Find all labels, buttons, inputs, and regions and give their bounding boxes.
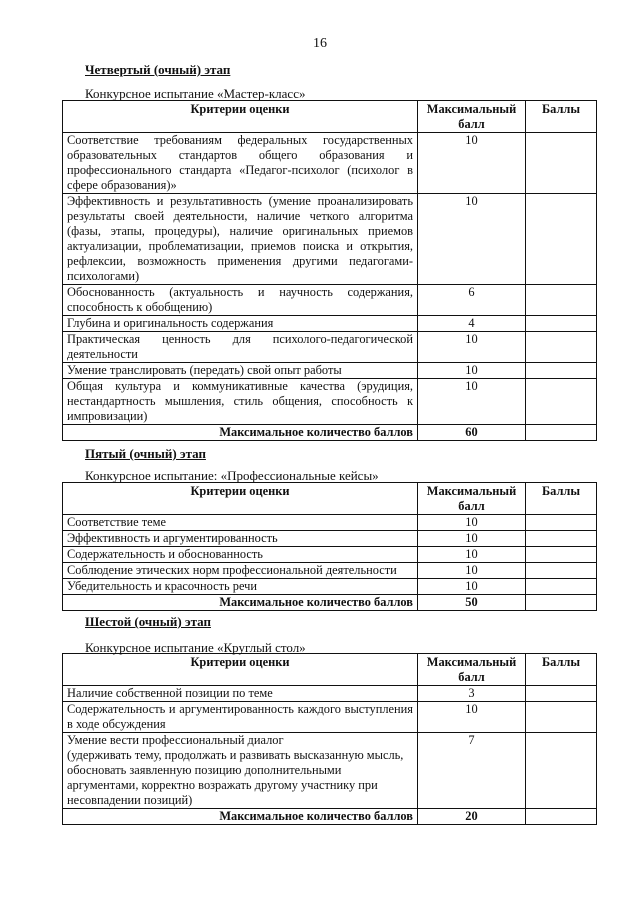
criterion-cell: Соответствие требованиям федеральных государственных образовательных стандартов общего образования и профессионального стандарта «Педагог-психолог (психолог в сфере образования)» (63, 133, 418, 194)
criterion-cell: Глубина и оригинальность содержания (63, 316, 418, 332)
total-value: 50 (418, 595, 526, 611)
criterion-cell: Эффективность и аргументированность (63, 531, 418, 547)
table-row (63, 133, 597, 194)
table-row (63, 363, 597, 379)
max-score-cell: 10 (418, 531, 526, 547)
score-cell (526, 579, 597, 595)
score-cell (526, 563, 597, 579)
header-score: Баллы (526, 483, 597, 515)
table-row (63, 547, 597, 563)
max-score-cell: 10 (418, 547, 526, 563)
total-row (63, 809, 597, 825)
criterion-cell: Практическая ценность для психолого-педагогической деятельности (63, 332, 418, 363)
criterion-cell: Соответствие теме (63, 515, 418, 531)
criterion-cell: Эффективность и результативность (умение проанализировать результаты своей деятельности, наличие четкого алгоритма (фазы, этапы, процедуры), наличие оригинальных приемов актуализации, проблематизации, приемов поиска и открытия, рефлексии, возможность применения другими педагогами-психологами) (63, 194, 418, 285)
score-cell (526, 686, 597, 702)
score-cell (526, 379, 597, 425)
criterion-cell: Умение транслировать (передать) свой опыт работы (63, 363, 418, 379)
score-cell (526, 515, 597, 531)
contest-title: Конкурсное испытание «Мастер-класс» (85, 86, 306, 101)
total-row (63, 595, 597, 611)
max-score-cell: 10 (418, 363, 526, 379)
table-row (63, 702, 597, 733)
table-row (63, 733, 597, 809)
header-max-score: Максимальный балл (418, 101, 526, 133)
header-score: Баллы (526, 101, 597, 133)
table-row (63, 531, 597, 547)
stage-heading: Шестой (очный) этап (85, 614, 211, 629)
table-header-row (63, 483, 597, 515)
criterion-main: Умение вести профессиональный диалог (67, 733, 284, 747)
table-row (63, 515, 597, 531)
score-cell (526, 285, 597, 316)
score-cell (526, 547, 597, 563)
header-criteria: Критерии оценки (63, 101, 418, 133)
table-header-row (63, 101, 597, 133)
total-score-cell (526, 809, 597, 825)
max-score-cell: 4 (418, 316, 526, 332)
total-value: 60 (418, 425, 526, 441)
contest-title: Конкурсное испытание «Круглый стол» (85, 640, 306, 655)
total-label: Максимальное количество баллов (63, 595, 418, 611)
page-number: 16 (313, 36, 327, 51)
score-cell (526, 733, 597, 809)
criteria-table (62, 100, 597, 441)
criterion-cell: Соблюдение этических норм профессиональной деятельности (63, 563, 418, 579)
table-row (63, 285, 597, 316)
criterion-cell: Убедительность и красочность речи (63, 579, 418, 595)
criterion-cell (63, 733, 418, 809)
criterion-cell: Содержательность и обоснованность (63, 547, 418, 563)
total-label: Максимальное количество баллов (63, 425, 418, 441)
header-criteria: Критерии оценки (63, 654, 418, 686)
criterion-cell: Общая культура и коммуникативные качества (эрудиция, нестандартность мышления, стиль общения, способность к импровизации) (63, 379, 418, 425)
stage-heading: Четвертый (очный) этап (85, 62, 231, 77)
total-score-cell (526, 425, 597, 441)
table-row (63, 563, 597, 579)
total-value: 20 (418, 809, 526, 825)
contest-title: Конкурсное испытание: «Профессиональные кейсы» (85, 468, 379, 483)
max-score-cell: 6 (418, 285, 526, 316)
total-row (63, 425, 597, 441)
score-cell (526, 316, 597, 332)
score-cell (526, 332, 597, 363)
criterion-cell: Содержательность и аргументированность каждого выступления в ходе обсуждения (63, 702, 418, 733)
max-score-cell: 10 (418, 563, 526, 579)
stage-heading: Пятый (очный) этап (85, 446, 206, 461)
table-row (63, 316, 597, 332)
table-row (63, 579, 597, 595)
header-score: Баллы (526, 654, 597, 686)
header-max-score: Максимальный балл (418, 654, 526, 686)
score-cell (526, 194, 597, 285)
criteria-table (62, 653, 597, 825)
table-row (63, 686, 597, 702)
max-score-cell: 10 (418, 515, 526, 531)
total-label: Максимальное количество баллов (63, 809, 418, 825)
table-row (63, 194, 597, 285)
max-score-cell: 7 (418, 733, 526, 809)
criterion-extra: (удерживать тему, продолжать и развивать высказанную мысль, обосновать заявленную позицию дополнительными аргументами, корректно возражать другому участнику при несовпадении позиций) (67, 748, 404, 807)
table-row (63, 379, 597, 425)
header-max-score: Максимальный балл (418, 483, 526, 515)
max-score-cell: 10 (418, 379, 526, 425)
table-row (63, 332, 597, 363)
score-cell (526, 702, 597, 733)
max-score-cell: 10 (418, 579, 526, 595)
score-cell (526, 531, 597, 547)
criteria-table (62, 482, 597, 611)
criterion-cell: Наличие собственной позиции по теме (63, 686, 418, 702)
header-criteria: Критерии оценки (63, 483, 418, 515)
score-cell (526, 133, 597, 194)
criterion-cell: Обоснованность (актуальность и научность содержания, способность к обобщению) (63, 285, 418, 316)
max-score-cell: 10 (418, 133, 526, 194)
table-header-row (63, 654, 597, 686)
max-score-cell: 10 (418, 702, 526, 733)
max-score-cell: 10 (418, 194, 526, 285)
max-score-cell: 3 (418, 686, 526, 702)
total-score-cell (526, 595, 597, 611)
score-cell (526, 363, 597, 379)
max-score-cell: 10 (418, 332, 526, 363)
